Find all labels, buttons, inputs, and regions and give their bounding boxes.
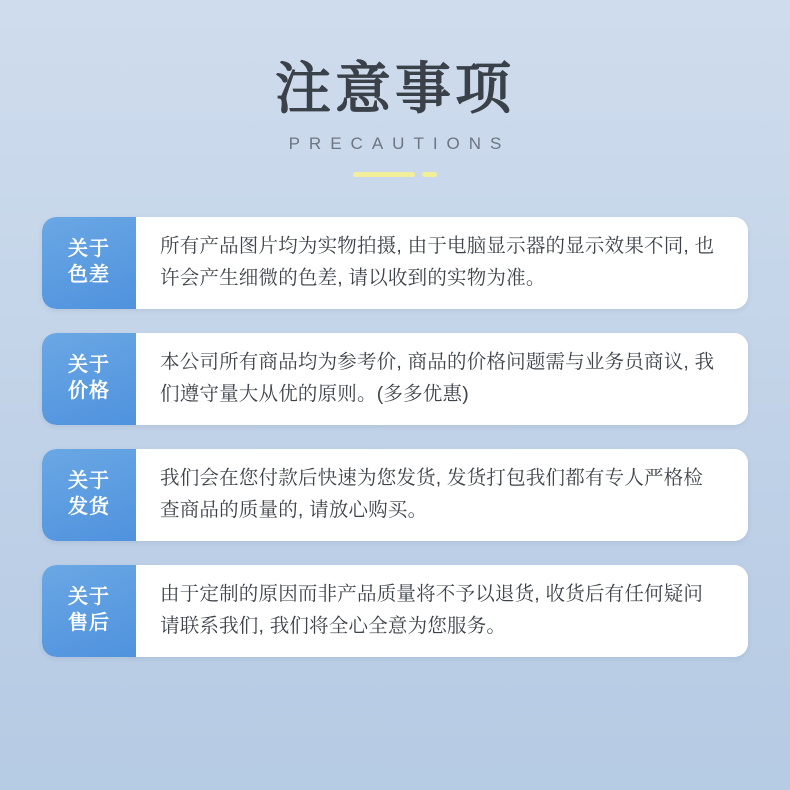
page-subtitle: PRECAUTIONS [288, 133, 511, 153]
precaution-list [42, 217, 748, 657]
item-tag-price [42, 333, 136, 425]
item-tag-shipping [42, 449, 136, 541]
tag-line-1: 关于 [68, 586, 110, 608]
item-text: 所有产品图片均为实物拍摄, 由于电脑显示器的显示效果不同, 也许会产生细微的色差, 请以收到的实物为准。 [160, 235, 715, 289]
tag-line-1: 关于 [68, 238, 110, 260]
item-text: 我们会在您付款后快速为您发货, 发货打包我们都有专人严格检查商品的质量的, 请放心购买。 [160, 467, 704, 521]
tag-line-2: 发货 [68, 495, 110, 518]
item-tag-after-sales [42, 565, 136, 657]
list-item [42, 217, 748, 309]
tag-line-2: 价格 [68, 379, 110, 402]
divider-dash-long [353, 172, 415, 177]
item-body [136, 217, 748, 309]
divider-decoration [353, 172, 437, 177]
item-body [136, 565, 748, 657]
item-text: 由于定制的原因而非产品质量将不予以退货, 收货后有任何疑问请联系我们, 我们将全心全意为您服务。 [160, 583, 704, 637]
item-tag-color-difference [42, 217, 136, 309]
tag-line-1: 关于 [68, 354, 110, 376]
divider-dash-short [422, 172, 437, 177]
list-item [42, 333, 748, 425]
tag-line-1: 关于 [68, 470, 110, 492]
item-text: 本公司所有商品均为参考价, 商品的价格问题需与业务员商议, 我们遵守量大从优的原则。(多多优惠) [160, 351, 715, 405]
tag-line-2: 色差 [68, 263, 110, 286]
item-body [136, 449, 748, 541]
list-item [42, 449, 748, 541]
item-body [136, 333, 748, 425]
page-title: 注意事项 [275, 57, 515, 120]
tag-line-2: 售后 [68, 611, 110, 634]
list-item [42, 565, 748, 657]
page-header [0, 58, 790, 177]
